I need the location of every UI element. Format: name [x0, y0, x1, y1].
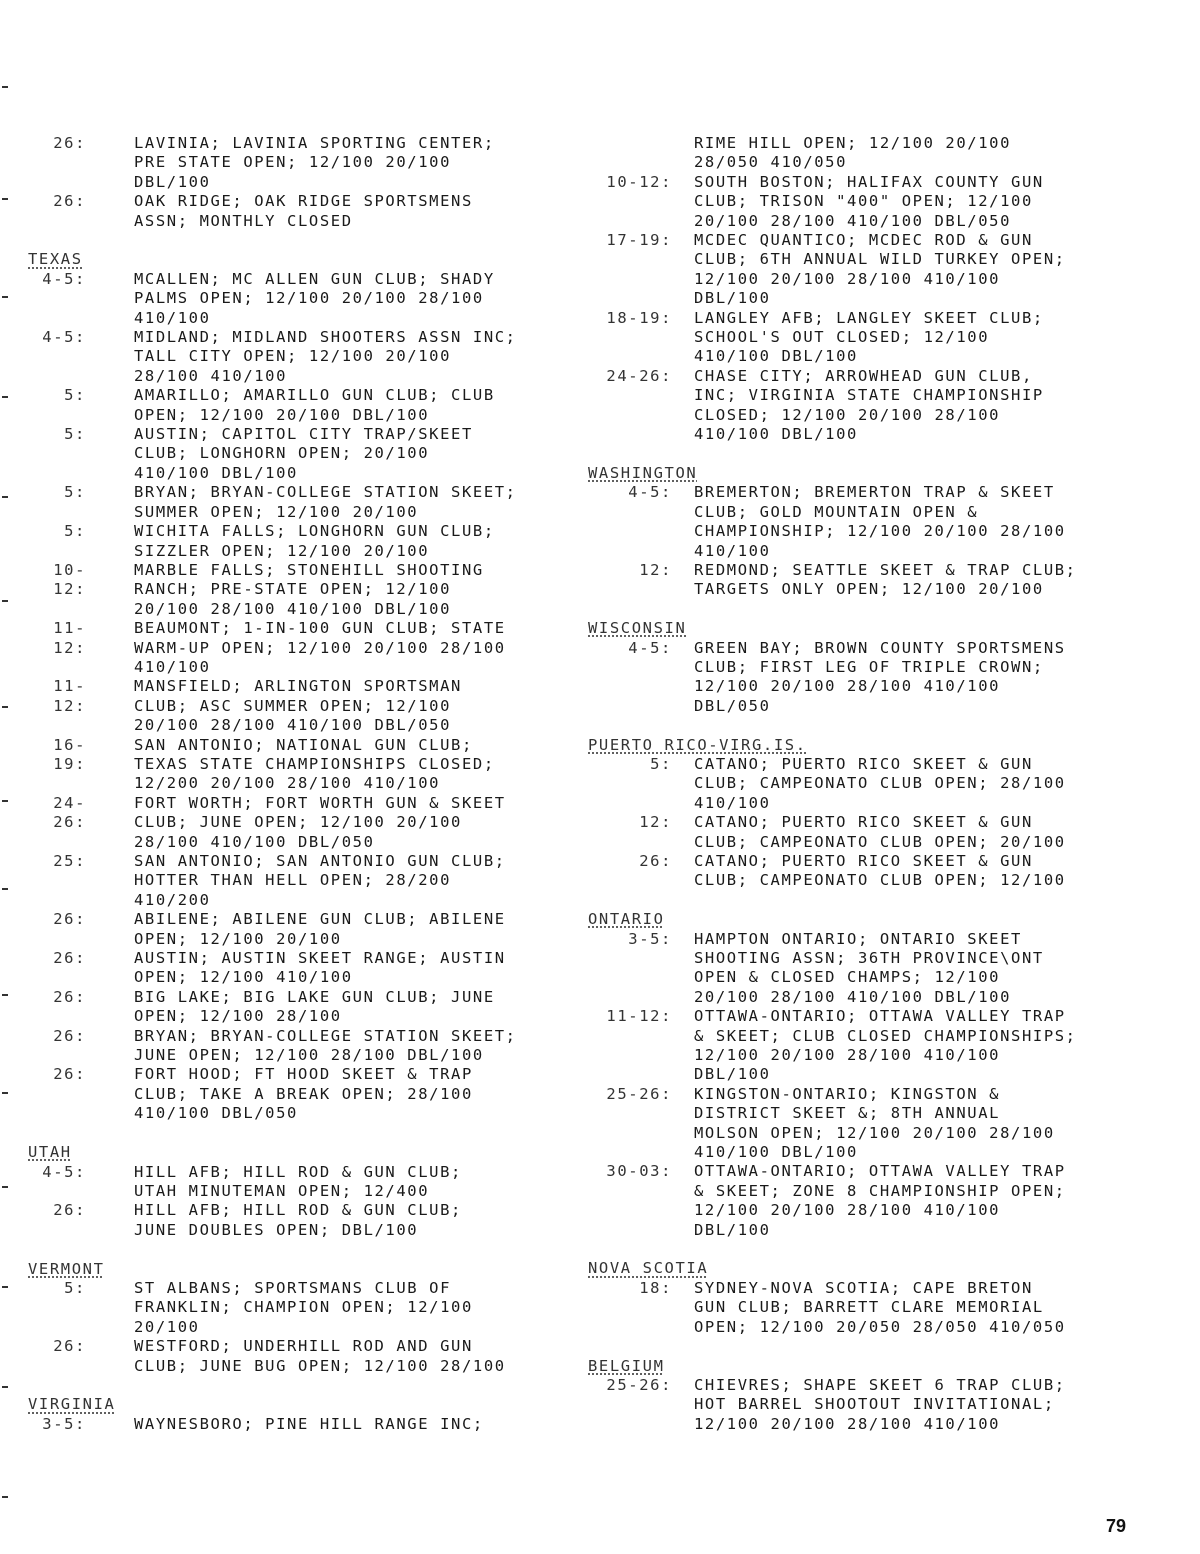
- event-details: [134, 677, 462, 735]
- event-details: [134, 1201, 462, 1240]
- event-details: [134, 1027, 517, 1066]
- event-line: CLUB; CAMPEONATO CLUB OPEN; 12/100: [694, 871, 1066, 890]
- event-details: [694, 1007, 1077, 1085]
- section-header: BELGIUM: [588, 1356, 665, 1375]
- event-details: [134, 1279, 473, 1337]
- event-line: GUN CLUB; BARRETT CLARE MEMORIAL: [694, 1298, 1044, 1317]
- event-details: [134, 794, 506, 852]
- event-entry: [588, 1007, 1168, 1085]
- event-date: 26:: [53, 910, 86, 929]
- event-entry: [28, 852, 568, 910]
- event-entry: [588, 755, 1168, 813]
- event-date: 18-19:: [606, 308, 672, 327]
- event-entry: [28, 736, 568, 794]
- event-entry: [588, 231, 1168, 309]
- section-gap: [28, 231, 568, 250]
- event-line: & SKEET; ZONE 8 CHAMPIONSHIP OPEN;: [694, 1181, 1066, 1200]
- section-header: PUERTO RICO-VIRG.IS.: [588, 735, 807, 754]
- event-entry: [28, 988, 568, 1027]
- event-details: [694, 930, 1044, 1008]
- event-date: 5:: [64, 522, 86, 541]
- event-date: 24-26:: [53, 793, 86, 832]
- event-line: 410/100 DBL/100: [694, 1143, 858, 1162]
- event-line: 12/100 20/100 28/100 410/100: [694, 269, 1001, 288]
- event-line: PRE STATE OPEN; 12/100 20/100: [134, 153, 452, 172]
- event-line: WARM-UP OPEN; 12/100 20/100 28/100: [134, 638, 506, 657]
- event-details: [134, 910, 506, 949]
- event-date: 4-5:: [628, 638, 672, 657]
- event-line: AMARILLO; AMARILLO GUN CLUB; CLUB: [134, 386, 495, 405]
- event-line: SAN ANTONIO; NATIONAL GUN CLUB;: [134, 735, 473, 754]
- event-details: [134, 522, 495, 561]
- event-line: PALMS OPEN; 12/100 20/100 28/100: [134, 289, 484, 308]
- event-entry: [28, 522, 568, 561]
- event-date: 5:: [650, 754, 672, 773]
- event-date: 10-12:: [606, 172, 672, 191]
- event-line: DBL/100: [694, 1065, 771, 1084]
- event-details: [694, 1085, 1055, 1163]
- event-date: 26:: [53, 1026, 86, 1045]
- event-date: 10-12:: [53, 560, 86, 599]
- event-date: 4-5:: [42, 269, 86, 288]
- event-entry: [588, 134, 1168, 173]
- event-line: 410/100 DBL/100: [134, 463, 298, 482]
- event-line: CLUB; LONGHORN OPEN; 20/100: [134, 444, 430, 463]
- event-details: [134, 852, 506, 910]
- margin-mark: [2, 888, 8, 890]
- event-entry: [28, 1415, 568, 1434]
- event-details: [134, 1065, 473, 1123]
- section-gap: [588, 600, 1168, 619]
- event-line: KINGSTON-ONTARIO; KINGSTON &: [694, 1084, 1001, 1103]
- event-line: CLUB; GOLD MOUNTAIN OPEN &: [694, 502, 979, 521]
- event-line: HAMPTON ONTARIO; ONTARIO SKEET: [694, 929, 1022, 948]
- event-line: HOT BARREL SHOOTOUT INVITATIONAL;: [694, 1395, 1055, 1414]
- event-line: OPEN; 12/100 28/100: [134, 1007, 342, 1026]
- section-header: TEXAS: [28, 250, 83, 269]
- margin-mark: [2, 1286, 8, 1288]
- event-date: 3-5:: [42, 1414, 86, 1433]
- section-gap: [28, 1124, 568, 1143]
- event-line: HILL AFB; HILL ROD & GUN CLUB;: [134, 1162, 462, 1181]
- event-date: 26:: [53, 1065, 86, 1084]
- event-date: 4-5:: [42, 328, 86, 347]
- event-details: [134, 328, 517, 386]
- event-line: CLOSED; 12/100 20/100 28/100: [694, 405, 1001, 424]
- event-entry: [28, 1279, 568, 1337]
- event-line: DBL/100: [694, 289, 771, 308]
- event-entry: [588, 639, 1168, 717]
- event-line: BREMERTON; BREMERTON TRAP & SKEET: [694, 483, 1055, 502]
- event-date: 3-5:: [628, 929, 672, 948]
- event-line: WICHITA FALLS; LONGHORN GUN CLUB;: [134, 522, 495, 541]
- event-entry: [28, 328, 568, 386]
- event-line: CLUB; ASC SUMMER OPEN; 12/100: [134, 696, 452, 715]
- event-line: 28/050 410/050: [694, 153, 848, 172]
- event-entry: [588, 1376, 1168, 1434]
- event-details: [694, 367, 1044, 445]
- event-line: 20/100 28/100 410/100 DBL/100: [134, 599, 452, 618]
- event-line: SIZZLER OPEN; 12/100 20/100: [134, 541, 430, 560]
- event-line: CATANO; PUERTO RICO SKEET & GUN: [694, 813, 1033, 832]
- event-details: [694, 231, 1066, 309]
- event-line: AUSTIN; CAPITOL CITY TRAP/SKEET: [134, 425, 473, 444]
- event-line: HILL AFB; HILL ROD & GUN CLUB;: [134, 1201, 462, 1220]
- event-line: CLUB; FIRST LEG OF TRIPLE CROWN;: [694, 657, 1044, 676]
- event-line: CLUB; CAMPEONATO CLUB OPEN; 20/100: [694, 832, 1066, 851]
- event-line: 12/200 20/100 28/100 410/100: [134, 774, 441, 793]
- event-line: SYDNEY-NOVA SCOTIA; CAPE BRETON: [694, 1278, 1033, 1297]
- event-line: 410/100: [694, 541, 771, 560]
- event-entry: [28, 1201, 568, 1240]
- event-line: MCDEC QUANTICO; MCDEC ROD & GUN: [694, 231, 1033, 250]
- section-gap: [28, 1240, 568, 1259]
- margin-mark: [2, 1386, 8, 1388]
- margin-mark: [2, 296, 8, 298]
- event-date: 5:: [64, 1278, 86, 1297]
- event-date: 25:: [53, 852, 86, 871]
- event-entry: [588, 852, 1168, 891]
- event-line: FORT HOOD; FT HOOD SKEET & TRAP: [134, 1065, 473, 1084]
- event-line: REDMOND; SEATTLE SKEET & TRAP CLUB;: [694, 560, 1077, 579]
- margin-mark: [2, 994, 8, 996]
- event-line: CLUB; JUNE BUG OPEN; 12/100 28/100: [134, 1356, 506, 1375]
- event-line: WAYNESBORO; PINE HILL RANGE INC;: [134, 1414, 484, 1433]
- event-line: SAN ANTONIO; SAN ANTONIO GUN CLUB;: [134, 852, 506, 871]
- event-line: MOLSON OPEN; 12/100 20/100 28/100: [694, 1123, 1055, 1142]
- event-line: SCHOOL'S OUT CLOSED; 12/100: [694, 328, 990, 347]
- event-line: OPEN; 12/100 410/100: [134, 968, 353, 987]
- event-line: DBL/050: [694, 696, 771, 715]
- event-line: 410/100: [694, 793, 771, 812]
- margin-mark: [2, 706, 8, 708]
- event-details: [134, 988, 495, 1027]
- event-details: [134, 949, 506, 988]
- margin-mark: [2, 396, 8, 398]
- event-line: MIDLAND; MIDLAND SHOOTERS ASSN INC;: [134, 328, 517, 347]
- event-line: JUNE DOUBLES OPEN; DBL/100: [134, 1220, 419, 1239]
- event-entry: [588, 1085, 1168, 1163]
- margin-mark: [2, 1186, 8, 1188]
- event-entry: [28, 425, 568, 483]
- event-date: 25-26:: [606, 1375, 672, 1394]
- event-line: CLUB; TRISON "400" OPEN; 12/100: [694, 192, 1033, 211]
- section-header: VIRGINIA: [28, 1395, 116, 1414]
- event-line: OPEN & CLOSED CHAMPS; 12/100: [694, 968, 1001, 987]
- event-date: 30-03:: [606, 1162, 672, 1181]
- event-line: CHAMPIONSHIP; 12/100 20/100 28/100: [694, 522, 1066, 541]
- event-line: HOTTER THAN HELL OPEN; 28/200: [134, 871, 452, 890]
- event-line: LAVINIA; LAVINIA SPORTING CENTER;: [134, 134, 495, 152]
- margin-mark: [2, 600, 8, 602]
- event-entry: [588, 309, 1168, 367]
- event-entry: [28, 561, 568, 619]
- section-header: WISCONSIN: [588, 619, 687, 638]
- event-line: BRYAN; BRYAN-COLLEGE STATION SKEET;: [134, 483, 517, 502]
- event-details: [694, 561, 1077, 600]
- event-date: 4-5:: [42, 1162, 86, 1181]
- event-line: OPEN; 12/100 20/050 28/050 410/050: [694, 1317, 1066, 1336]
- event-line: 12/100 20/100 28/100 410/100: [694, 1201, 1001, 1220]
- event-details: [694, 483, 1066, 561]
- event-entry: [28, 677, 568, 735]
- event-line: 410/100: [134, 657, 211, 676]
- event-line: WESTFORD; UNDERHILL ROD AND GUN: [134, 1337, 473, 1356]
- event-entry: [28, 794, 568, 852]
- event-line: SHOOTING ASSN; 36TH PROVINCE\ONT: [694, 949, 1044, 967]
- event-line: 12/100 20/100 28/100 410/100: [694, 1046, 1001, 1065]
- event-entry: [588, 930, 1168, 1008]
- event-details: [694, 134, 1011, 173]
- event-date: 11-12:: [53, 677, 86, 715]
- event-details: [134, 134, 495, 192]
- event-line: CATANO; PUERTO RICO SKEET & GUN: [694, 851, 1033, 870]
- event-line: 410/100 DBL/050: [134, 1104, 298, 1123]
- event-entry: [28, 483, 568, 522]
- event-details: [694, 1162, 1066, 1240]
- event-line: 20/100: [134, 1317, 200, 1336]
- event-details: [134, 386, 495, 425]
- event-line: 410/200: [134, 890, 211, 909]
- left-column: [28, 134, 568, 1434]
- margin-mark: [2, 1496, 8, 1498]
- event-line: FRANKLIN; CHAMPION OPEN; 12/100: [134, 1298, 473, 1317]
- event-line: ST ALBANS; SPORTSMANS CLUB OF: [134, 1278, 452, 1297]
- event-date: 5:: [64, 386, 86, 405]
- event-entry: [28, 386, 568, 425]
- event-details: [134, 1337, 506, 1376]
- event-line: AUSTIN; AUSTIN SKEET RANGE; AUSTIN: [134, 949, 506, 968]
- event-entry: [588, 483, 1168, 561]
- event-details: [134, 619, 506, 677]
- event-details: [694, 852, 1066, 891]
- section-header: NOVA SCOTIA: [588, 1259, 709, 1278]
- event-line: CHIEVRES; SHAPE SKEET 6 TRAP CLUB;: [694, 1375, 1066, 1394]
- event-line: DBL/100: [134, 172, 211, 191]
- event-date: 17-19:: [606, 231, 672, 250]
- event-entry: [588, 1162, 1168, 1240]
- event-line: 20/100 28/100 410/100 DBL/050: [694, 211, 1012, 230]
- event-entry: [588, 1279, 1168, 1337]
- event-entry: [28, 134, 568, 192]
- event-date: 18:: [639, 1278, 672, 1297]
- event-line: SOUTH BOSTON; HALIFAX COUNTY GUN: [694, 172, 1044, 191]
- event-line: CLUB; 6TH ANNUAL WILD TURKEY OPEN;: [694, 250, 1066, 269]
- event-line: MCALLEN; MC ALLEN GUN CLUB; SHADY: [134, 269, 495, 288]
- event-date: 26:: [53, 987, 86, 1006]
- event-date: 12:: [639, 560, 672, 579]
- event-line: TEXAS STATE CHAMPIONSHIPS CLOSED;: [134, 754, 495, 773]
- event-details: [694, 1279, 1066, 1337]
- event-entry: [588, 813, 1168, 852]
- section-gap: [28, 1376, 568, 1395]
- event-line: TARGETS ONLY OPEN; 12/100 20/100: [694, 580, 1044, 599]
- event-details: [134, 736, 495, 794]
- event-line: 410/100 DBL/100: [694, 425, 858, 444]
- section-header: UTAH: [28, 1143, 72, 1162]
- event-line: OTTAWA-ONTARIO; OTTAWA VALLEY TRAP: [694, 1007, 1066, 1026]
- event-line: 20/100 28/100 410/100 DBL/100: [694, 987, 1012, 1006]
- event-line: BEAUMONT; 1-IN-100 GUN CLUB; STATE: [134, 619, 506, 638]
- event-entry: [28, 949, 568, 988]
- event-line: 20/100 28/100 410/100 DBL/050: [134, 716, 452, 735]
- event-line: RIME HILL OPEN; 12/100 20/100: [694, 134, 1012, 152]
- event-date: 11-12:: [53, 619, 86, 657]
- event-date: 11-12:: [606, 1007, 672, 1026]
- event-entry: [28, 1337, 568, 1376]
- event-entry: [588, 561, 1168, 600]
- event-details: [694, 755, 1066, 813]
- event-entry: [28, 619, 568, 677]
- event-date: 24-26:: [606, 366, 672, 385]
- event-line: ASSN; MONTHLY CLOSED: [134, 211, 353, 230]
- section-gap: [588, 716, 1168, 735]
- margin-mark: [2, 198, 8, 200]
- page-number: 79: [1106, 1516, 1127, 1536]
- event-entry: [28, 270, 568, 328]
- margin-mark: [2, 496, 8, 498]
- section-gap: [588, 891, 1168, 910]
- event-line: 12/100 20/100 28/100 410/100: [694, 1414, 1001, 1433]
- event-date: 12:: [639, 813, 672, 832]
- section-header: WASHINGTON: [588, 463, 698, 482]
- event-line: ABILENE; ABILENE GUN CLUB; ABILENE: [134, 910, 506, 929]
- event-line: OPEN; 12/100 20/100 DBL/100: [134, 405, 430, 424]
- event-date: 26:: [53, 134, 86, 152]
- event-date: 26:: [639, 851, 672, 870]
- event-line: DISTRICT SKEET &; 8TH ANNUAL: [694, 1104, 1001, 1123]
- event-entry: [28, 1065, 568, 1123]
- section-gap: [588, 1240, 1168, 1259]
- event-details: [134, 1163, 462, 1202]
- event-entry: [28, 910, 568, 949]
- event-details: [134, 483, 517, 522]
- event-line: JUNE OPEN; 12/100 28/100 DBL/100: [134, 1046, 484, 1065]
- event-details: [694, 813, 1066, 852]
- event-details: [134, 561, 484, 619]
- margin-mark: [2, 86, 8, 88]
- event-line: 28/100 410/100: [134, 366, 288, 385]
- section-header: ONTARIO: [588, 910, 665, 929]
- event-line: UTAH MINUTEMAN OPEN; 12/400: [134, 1181, 430, 1200]
- event-details: [694, 173, 1044, 231]
- event-line: BRYAN; BRYAN-COLLEGE STATION SKEET;: [134, 1026, 517, 1045]
- event-details: [694, 309, 1044, 367]
- event-date: 5:: [64, 483, 86, 502]
- event-line: & SKEET; CLUB CLOSED CHAMPIONSHIPS;: [694, 1026, 1077, 1045]
- event-details: [134, 192, 473, 231]
- event-date: 26:: [53, 1337, 86, 1356]
- event-line: LANGLEY AFB; LANGLEY SKEET CLUB;: [694, 308, 1044, 327]
- event-entry: [28, 192, 568, 231]
- right-column: [588, 134, 1168, 1434]
- event-details: [694, 1376, 1066, 1434]
- event-date: 4-5:: [628, 483, 672, 502]
- event-line: FORT WORTH; FORT WORTH GUN & SKEET: [134, 793, 506, 812]
- margin-mark: [2, 800, 8, 802]
- event-entry: [588, 173, 1168, 231]
- event-line: OPEN; 12/100 20/100: [134, 929, 342, 948]
- event-line: 12/100 20/100 28/100 410/100: [694, 677, 1001, 696]
- event-entry: [588, 367, 1168, 445]
- event-line: SUMMER OPEN; 12/100 20/100: [134, 502, 419, 521]
- event-line: GREEN BAY; BROWN COUNTY SPORTSMENS: [694, 638, 1066, 657]
- section-gap: [588, 1337, 1168, 1356]
- event-line: INC; VIRGINIA STATE CHAMPIONSHIP: [694, 386, 1044, 405]
- event-date: 16-19:: [53, 735, 86, 773]
- event-entry: [28, 1027, 568, 1066]
- event-line: 410/100: [134, 308, 211, 327]
- event-date: 26:: [53, 192, 86, 211]
- event-line: CLUB; JUNE OPEN; 12/100 20/100: [134, 813, 462, 832]
- event-line: TALL CITY OPEN; 12/100 20/100: [134, 347, 452, 366]
- section-gap: [588, 445, 1168, 464]
- event-details: [134, 270, 495, 328]
- event-line: 28/100 410/100 DBL/050: [134, 832, 375, 851]
- event-line: CLUB; TAKE A BREAK OPEN; 28/100: [134, 1084, 473, 1103]
- event-line: RANCH; PRE-STATE OPEN; 12/100: [134, 580, 452, 599]
- margin-mark: [2, 1092, 8, 1094]
- event-line: CHASE CITY; ARROWHEAD GUN CLUB,: [694, 366, 1033, 385]
- event-details: [134, 425, 473, 483]
- event-details: [134, 1415, 484, 1434]
- section-header: VERMONT: [28, 1259, 105, 1278]
- event-line: 410/100 DBL/100: [694, 347, 858, 366]
- event-details: [694, 639, 1066, 717]
- event-date: 26:: [53, 949, 86, 968]
- event-line: MARBLE FALLS; STONEHILL SHOOTING: [134, 560, 484, 579]
- event-date: 26:: [53, 1201, 86, 1220]
- event-line: CLUB; CAMPEONATO CLUB OPEN; 28/100: [694, 774, 1066, 793]
- event-entry: [28, 1163, 568, 1202]
- event-line: BIG LAKE; BIG LAKE GUN CLUB; JUNE: [134, 987, 495, 1006]
- event-line: DBL/100: [694, 1220, 771, 1239]
- event-line: MANSFIELD; ARLINGTON SPORTSMAN: [134, 677, 462, 696]
- event-date: 25-26:: [606, 1084, 672, 1103]
- event-line: CATANO; PUERTO RICO SKEET & GUN: [694, 754, 1033, 773]
- event-line: OTTAWA-ONTARIO; OTTAWA VALLEY TRAP: [694, 1162, 1066, 1181]
- event-date: 5:: [64, 425, 86, 444]
- event-line: OAK RIDGE; OAK RIDGE SPORTSMENS: [134, 192, 473, 211]
